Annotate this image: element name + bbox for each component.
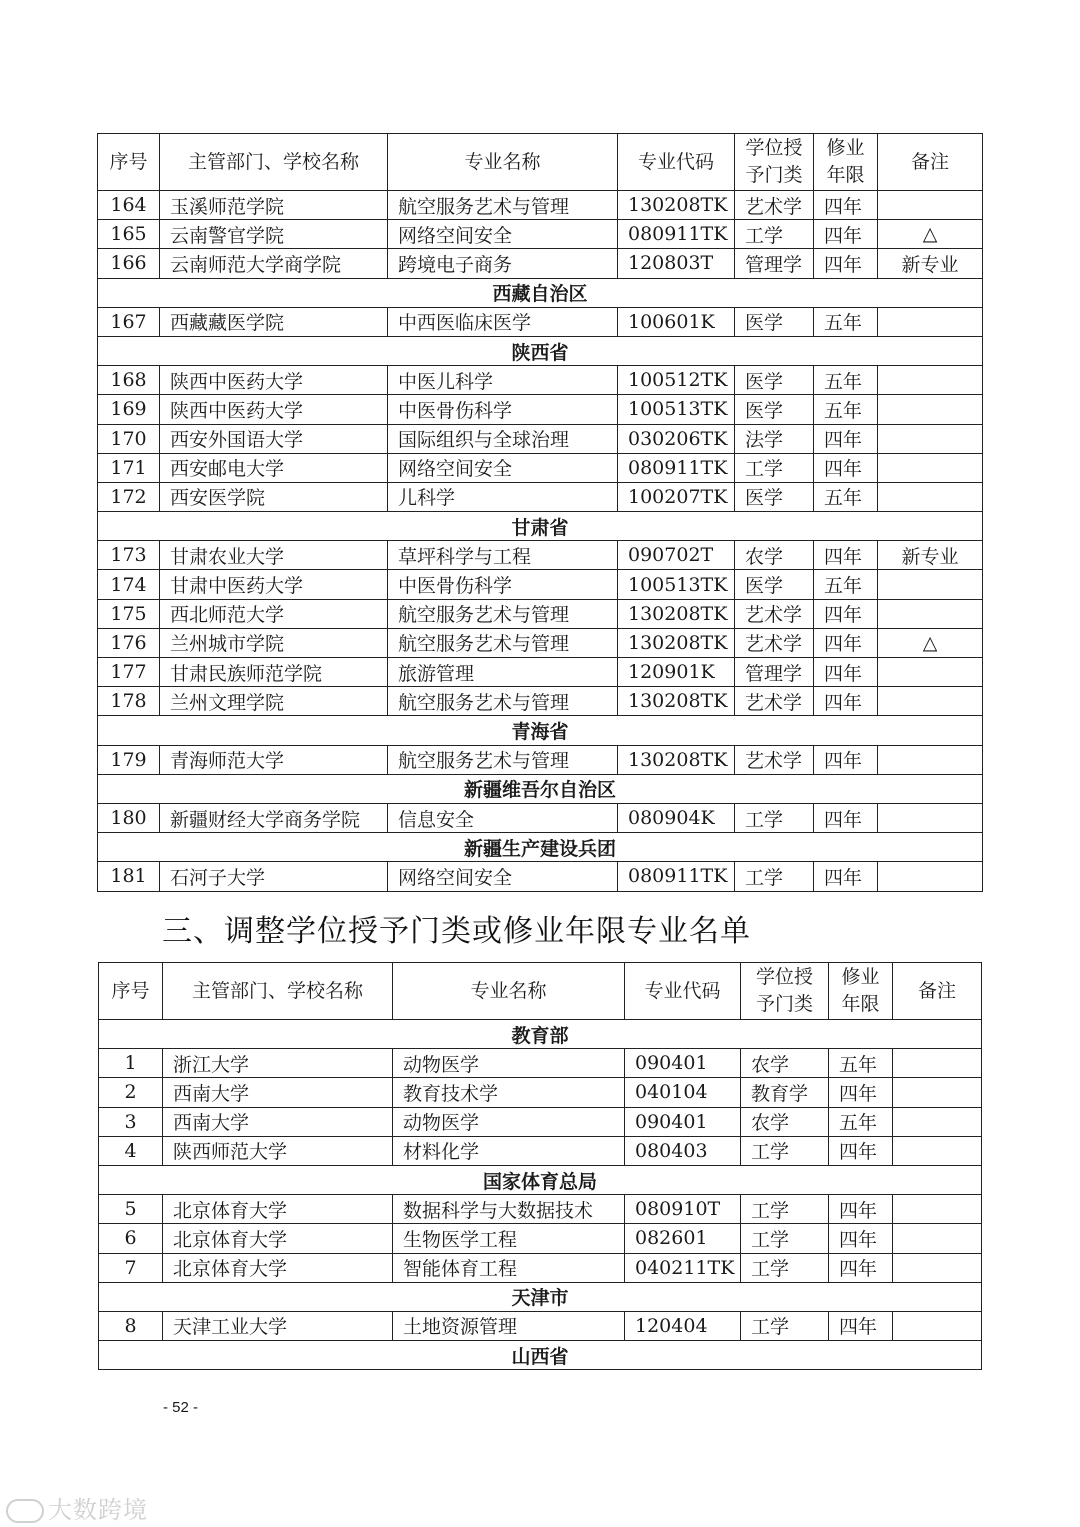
- cell-years: 五年: [829, 1049, 893, 1078]
- cell-degree: 农学: [741, 1107, 829, 1136]
- cell-seq: 177: [98, 658, 160, 687]
- table-row: [98, 424, 983, 453]
- header-school: 主管部门、学校名称: [163, 963, 393, 1020]
- region-label: 西藏自治区: [98, 278, 983, 307]
- table-body: [98, 191, 983, 892]
- cell-remark: [878, 658, 983, 687]
- cell-degree: 艺术学: [735, 687, 814, 716]
- cell-degree: 工学: [741, 1311, 829, 1340]
- cell-degree: 医学: [735, 570, 814, 599]
- cell-code: 040211TK: [625, 1253, 741, 1282]
- region-label: 山西省: [99, 1341, 982, 1370]
- cell-major: 网络空间安全: [388, 453, 618, 482]
- table-row: [99, 1195, 982, 1224]
- cell-major: 中医儿科学: [388, 366, 618, 395]
- cell-major: 网络空间安全: [388, 862, 618, 891]
- table-row: [99, 1253, 982, 1282]
- cell-years: 五年: [829, 1107, 893, 1136]
- cell-school: 云南警官学院: [160, 220, 388, 249]
- cell-years: 四年: [814, 658, 878, 687]
- cell-years: 四年: [814, 745, 878, 774]
- cell-code: 100513TK: [618, 395, 735, 424]
- cell-degree: 农学: [735, 541, 814, 570]
- cell-code: 080403: [625, 1136, 741, 1165]
- cell-years: 四年: [829, 1253, 893, 1282]
- cell-code: 030206TK: [618, 424, 735, 453]
- cell-major: 土地资源管理: [393, 1311, 625, 1340]
- header-degree: 学位授予门类: [741, 963, 829, 1020]
- table-row: [99, 1224, 982, 1253]
- cell-seq: 166: [98, 249, 160, 278]
- region-label: 青海省: [98, 716, 983, 745]
- cell-years: 四年: [814, 628, 878, 657]
- cell-school: 青海师范大学: [160, 745, 388, 774]
- cell-degree: 法学: [735, 424, 814, 453]
- cell-years: 四年: [814, 862, 878, 891]
- cell-code: 130208TK: [618, 687, 735, 716]
- cell-degree: 工学: [741, 1195, 829, 1224]
- cell-remark: [878, 395, 983, 424]
- cell-major: 中医骨伤科学: [388, 570, 618, 599]
- cell-seq: 8: [99, 1311, 163, 1340]
- cell-code: 130208TK: [618, 745, 735, 774]
- region-section-row: [98, 336, 983, 365]
- header-degree: 学位授予门类: [735, 134, 814, 191]
- cell-major: 中医骨伤科学: [388, 395, 618, 424]
- cell-degree: 艺术学: [735, 599, 814, 628]
- table-header-row: [99, 963, 982, 1020]
- header-code: 专业代码: [618, 134, 735, 191]
- cell-code: 090401: [625, 1107, 741, 1136]
- cell-major: 中西医临床医学: [388, 307, 618, 336]
- cell-code: 082601: [625, 1224, 741, 1253]
- cell-major: 航空服务艺术与管理: [388, 745, 618, 774]
- region-label: 国家体育总局: [99, 1165, 982, 1194]
- cell-major: 动物医学: [393, 1049, 625, 1078]
- cell-school: 西安外国语大学: [160, 424, 388, 453]
- cell-remark: [878, 453, 983, 482]
- header-school: 主管部门、学校名称: [160, 134, 388, 191]
- table-row: [98, 862, 983, 891]
- cell-years: 四年: [829, 1078, 893, 1107]
- cell-school: 陕西中医药大学: [160, 366, 388, 395]
- cell-code: 120803T: [618, 249, 735, 278]
- cell-school: 陕西师范大学: [163, 1136, 393, 1165]
- cell-degree: 医学: [735, 366, 814, 395]
- table-row: [98, 191, 983, 220]
- table-row: [99, 1311, 982, 1340]
- cell-school: 甘肃农业大学: [160, 541, 388, 570]
- cell-major: 教育技术学: [393, 1078, 625, 1107]
- cell-remark: △: [878, 628, 983, 657]
- cell-school: 西北师范大学: [160, 599, 388, 628]
- cell-seq: 1: [99, 1049, 163, 1078]
- header-remark: 备注: [878, 134, 983, 191]
- region-section-row: [99, 1282, 982, 1311]
- cell-degree: 医学: [735, 395, 814, 424]
- cell-remark: △: [878, 220, 983, 249]
- cell-remark: [878, 424, 983, 453]
- cell-code: 100512TK: [618, 366, 735, 395]
- cell-degree: 工学: [741, 1253, 829, 1282]
- cell-remark: [893, 1224, 982, 1253]
- table-row: [98, 687, 983, 716]
- watermark-logo-icon: [6, 1499, 44, 1523]
- cell-remark: [893, 1311, 982, 1340]
- table-row: [98, 658, 983, 687]
- cell-years: 四年: [829, 1195, 893, 1224]
- table-row: [98, 745, 983, 774]
- cell-code: 080911TK: [618, 453, 735, 482]
- cell-years: 四年: [829, 1224, 893, 1253]
- cell-seq: 178: [98, 687, 160, 716]
- cell-degree: 管理学: [735, 249, 814, 278]
- cell-degree: 管理学: [735, 658, 814, 687]
- cell-remark: [878, 570, 983, 599]
- table-row: [98, 570, 983, 599]
- cell-years: 四年: [814, 249, 878, 278]
- cell-seq: 165: [98, 220, 160, 249]
- region-label: 新疆维吾尔自治区: [98, 774, 983, 803]
- cell-major: 草坪科学与工程: [388, 541, 618, 570]
- table-row: [98, 220, 983, 249]
- cell-remark: [878, 745, 983, 774]
- header-major: 专业名称: [388, 134, 618, 191]
- cell-degree: 工学: [735, 453, 814, 482]
- cell-major: 跨境电子商务: [388, 249, 618, 278]
- table-row: [99, 1078, 982, 1107]
- cell-seq: 171: [98, 453, 160, 482]
- cell-major: 网络空间安全: [388, 220, 618, 249]
- table-row: [98, 366, 983, 395]
- cell-seq: 179: [98, 745, 160, 774]
- cell-remark: [878, 366, 983, 395]
- cell-degree: 工学: [735, 803, 814, 832]
- cell-degree: 农学: [741, 1049, 829, 1078]
- cell-code: 130208TK: [618, 628, 735, 657]
- cell-degree: 工学: [741, 1136, 829, 1165]
- watermark: 大数跨境: [6, 1490, 148, 1525]
- cell-seq: 175: [98, 599, 160, 628]
- header-remark: 备注: [893, 963, 982, 1020]
- table-row: [98, 307, 983, 336]
- cell-major: 材料化学: [393, 1136, 625, 1165]
- table-row: [98, 453, 983, 482]
- cell-years: 五年: [814, 366, 878, 395]
- cell-school: 玉溪师范学院: [160, 191, 388, 220]
- region-section-row: [98, 774, 983, 803]
- cell-years: 四年: [814, 453, 878, 482]
- cell-years: 四年: [814, 191, 878, 220]
- region-section-row: [98, 512, 983, 541]
- cell-code: 090702T: [618, 541, 735, 570]
- table-row: [98, 628, 983, 657]
- cell-remark: [878, 307, 983, 336]
- cell-code: 130208TK: [618, 599, 735, 628]
- cell-school: 西南大学: [163, 1107, 393, 1136]
- cell-major: 旅游管理: [388, 658, 618, 687]
- cell-seq: 168: [98, 366, 160, 395]
- cell-school: 北京体育大学: [163, 1195, 393, 1224]
- cell-code: 080910T: [625, 1195, 741, 1224]
- cell-school: 西安邮电大学: [160, 453, 388, 482]
- cell-school: 北京体育大学: [163, 1224, 393, 1253]
- cell-degree: 工学: [741, 1224, 829, 1253]
- cell-code: 120901K: [618, 658, 735, 687]
- cell-seq: 181: [98, 862, 160, 891]
- region-label: 陕西省: [98, 336, 983, 365]
- table-header-row: [98, 134, 983, 191]
- cell-school: 甘肃民族师范学院: [160, 658, 388, 687]
- cell-major: 国际组织与全球治理: [388, 424, 618, 453]
- cell-seq: 176: [98, 628, 160, 657]
- cell-years: 四年: [829, 1311, 893, 1340]
- cell-seq: 172: [98, 482, 160, 511]
- cell-seq: 170: [98, 424, 160, 453]
- cell-code: 100601K: [618, 307, 735, 336]
- cell-school: 北京体育大学: [163, 1253, 393, 1282]
- region-section-row: [98, 833, 983, 862]
- cell-years: 四年: [814, 541, 878, 570]
- cell-code: 130208TK: [618, 191, 735, 220]
- cell-remark: [878, 482, 983, 511]
- table-row: [99, 1049, 982, 1078]
- cell-degree: 艺术学: [735, 191, 814, 220]
- cell-seq: 6: [99, 1224, 163, 1253]
- cell-years: 五年: [814, 395, 878, 424]
- cell-years: 五年: [814, 482, 878, 511]
- section-heading: 三、调整学位授予门类或修业年限专业名单: [162, 914, 751, 949]
- majors-table-adjusted: [98, 962, 982, 1370]
- table-body: [99, 1020, 982, 1370]
- cell-remark: [878, 191, 983, 220]
- cell-major: 智能体育工程: [393, 1253, 625, 1282]
- cell-code: 100513TK: [618, 570, 735, 599]
- cell-major: 航空服务艺术与管理: [388, 599, 618, 628]
- region-section-row: [98, 278, 983, 307]
- table-row: [98, 599, 983, 628]
- cell-seq: 7: [99, 1253, 163, 1282]
- cell-seq: 4: [99, 1136, 163, 1165]
- cell-seq: 5: [99, 1195, 163, 1224]
- region-label: 新疆生产建设兵团: [98, 833, 983, 862]
- table-row: [98, 249, 983, 278]
- cell-school: 西南大学: [163, 1078, 393, 1107]
- cell-degree: 教育学: [741, 1078, 829, 1107]
- header-seq: 序号: [98, 134, 160, 191]
- cell-degree: 工学: [735, 862, 814, 891]
- page-number: - 52 -: [163, 1399, 199, 1416]
- cell-remark: [878, 862, 983, 891]
- cell-remark: [893, 1078, 982, 1107]
- table-row: [98, 803, 983, 832]
- cell-remark: 新专业: [878, 249, 983, 278]
- cell-degree: 医学: [735, 307, 814, 336]
- cell-major: 信息安全: [388, 803, 618, 832]
- cell-years: 四年: [814, 424, 878, 453]
- majors-table-new: [97, 133, 983, 892]
- cell-remark: [893, 1049, 982, 1078]
- cell-degree: 医学: [735, 482, 814, 511]
- region-section-row: [99, 1165, 982, 1194]
- cell-remark: 新专业: [878, 541, 983, 570]
- cell-years: 四年: [814, 220, 878, 249]
- cell-remark: [878, 803, 983, 832]
- cell-remark: [878, 687, 983, 716]
- cell-school: 石河子大学: [160, 862, 388, 891]
- table-row: [98, 395, 983, 424]
- cell-school: 天津工业大学: [163, 1311, 393, 1340]
- cell-code: 080904K: [618, 803, 735, 832]
- cell-years: 四年: [814, 803, 878, 832]
- cell-seq: 180: [98, 803, 160, 832]
- cell-school: 西藏藏医学院: [160, 307, 388, 336]
- cell-years: 五年: [814, 307, 878, 336]
- cell-major: 动物医学: [393, 1107, 625, 1136]
- cell-seq: 164: [98, 191, 160, 220]
- cell-major: 数据科学与大数据技术: [393, 1195, 625, 1224]
- cell-code: 080911TK: [618, 862, 735, 891]
- header-code: 专业代码: [625, 963, 741, 1020]
- cell-remark: [893, 1195, 982, 1224]
- cell-code: 100207TK: [618, 482, 735, 511]
- table-row: [98, 541, 983, 570]
- cell-seq: 174: [98, 570, 160, 599]
- cell-seq: 169: [98, 395, 160, 424]
- region-section-row: [99, 1341, 982, 1370]
- cell-seq: 2: [99, 1078, 163, 1107]
- cell-major: 航空服务艺术与管理: [388, 687, 618, 716]
- header-major: 专业名称: [393, 963, 625, 1020]
- cell-code: 120404: [625, 1311, 741, 1340]
- cell-school: 新疆财经大学商务学院: [160, 803, 388, 832]
- cell-school: 浙江大学: [163, 1049, 393, 1078]
- cell-school: 兰州文理学院: [160, 687, 388, 716]
- region-section-row: [99, 1020, 982, 1049]
- cell-years: 四年: [829, 1136, 893, 1165]
- cell-school: 兰州城市学院: [160, 628, 388, 657]
- cell-years: 五年: [814, 570, 878, 599]
- cell-school: 甘肃中医药大学: [160, 570, 388, 599]
- cell-school: 西安医学院: [160, 482, 388, 511]
- cell-remark: [893, 1253, 982, 1282]
- cell-major: 生物医学工程: [393, 1224, 625, 1253]
- cell-seq: 167: [98, 307, 160, 336]
- table-row: [98, 482, 983, 511]
- region-label: 天津市: [99, 1282, 982, 1311]
- header-years: 修业年限: [829, 963, 893, 1020]
- cell-years: 四年: [814, 599, 878, 628]
- cell-seq: 3: [99, 1107, 163, 1136]
- cell-code: 080911TK: [618, 220, 735, 249]
- cell-school: 云南师范大学商学院: [160, 249, 388, 278]
- cell-degree: 艺术学: [735, 745, 814, 774]
- cell-degree: 工学: [735, 220, 814, 249]
- region-section-row: [98, 716, 983, 745]
- region-label: 甘肃省: [98, 512, 983, 541]
- cell-school: 陕西中医药大学: [160, 395, 388, 424]
- table-row: [99, 1107, 982, 1136]
- cell-seq: 173: [98, 541, 160, 570]
- cell-code: 040104: [625, 1078, 741, 1107]
- cell-years: 四年: [814, 687, 878, 716]
- cell-remark: [893, 1107, 982, 1136]
- header-seq: 序号: [99, 963, 163, 1020]
- cell-major: 儿科学: [388, 482, 618, 511]
- table-row: [99, 1136, 982, 1165]
- cell-code: 090401: [625, 1049, 741, 1078]
- cell-remark: [893, 1136, 982, 1165]
- cell-major: 航空服务艺术与管理: [388, 191, 618, 220]
- region-label: 教育部: [99, 1020, 982, 1049]
- cell-major: 航空服务艺术与管理: [388, 628, 618, 657]
- cell-remark: [878, 599, 983, 628]
- header-years: 修业年限: [814, 134, 878, 191]
- cell-degree: 艺术学: [735, 628, 814, 657]
